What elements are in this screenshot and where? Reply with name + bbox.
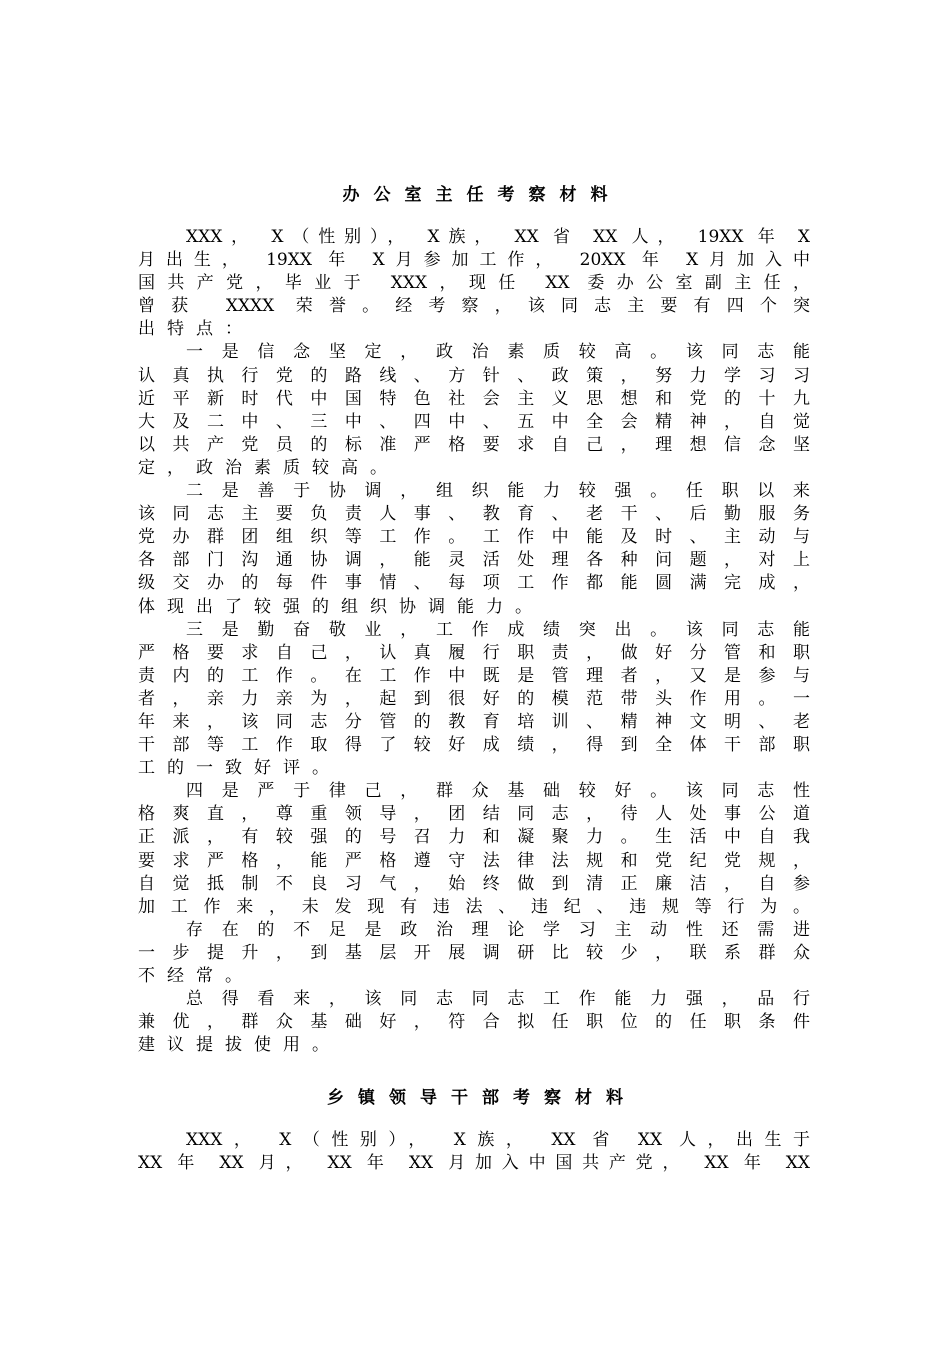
text-line: 建议提拔使用。 [138,1035,341,1056]
text-line: 三是勤奋敬业，工作成绩突出。该同志能 [186,619,810,640]
text-line: 正派，有较强的号召力和凝聚力。生活中自我 [138,827,810,848]
section-body-office-director [138,226,810,1057]
text-line: 定，政治素质较高。 [138,457,399,478]
text-line: 严格要求自己，认真履行职责，做好分管和职 [138,642,810,663]
text-line: 出特点： [138,319,254,340]
text-line: 年来，该同志分管的教育培训、精神文明、老 [138,711,810,732]
text-line: 存在的不足是政治理论学习主动性还需进 [186,919,810,940]
section-title-township-leader: 乡镇领导干部考察材料 [327,1088,637,1108]
text-line: XX 年 XX 月， XX 年 XX 月加入中国共产党， XX 年 XX [138,1153,810,1174]
text-line: 大及二中、三中、四中、五中全会精神，自觉 [138,411,810,432]
text-line: 一步提升，到基层开展调研比较少，联系群众 [138,942,810,963]
text-line: 自觉抵制不良习气，始终做到清正廉洁，自参 [138,873,810,894]
section-body-township-leader [138,1129,810,1175]
text-line: 加工作来，未发现有违法、违纪、违规等行为。 [138,896,810,917]
text-line: 四是严于律己，群众基础较好。该同志性 [186,781,810,802]
text-line: 不经常。 [138,966,254,986]
text-line: 干部等工作取得了较好成绩，得到全体干部职 [138,735,810,756]
text-line: 各部门沟通协调，能灵活处理各种问题，对上 [138,550,810,571]
text-line: 党办群团组织等工作。工作中能及时、主动与 [138,527,810,548]
text-line: 级交办的每件事情、每项工作都能圆满完成， [138,573,810,594]
text-line: 月出生， 19XX 年 X月参加工作， 20XX 年 X月加入中 [138,250,810,271]
text-line: 近平新时代中国特色社会主义思想和党的十九 [138,388,810,409]
text-line: 该同志主要负责人事、教育、老干、后勤服务 [138,504,810,525]
text-line: 一是信念坚定，政治素质较高。该同志能 [186,342,810,363]
text-line: XXX， X（性别）， X族， XX 省 XX 人， 19XX 年 X [186,227,810,247]
text-line: 以共产党员的标准严格要求自己，理想信念坚 [138,434,810,455]
text-line: 体现出了较强的组织协调能力。 [138,596,544,617]
text-line: 格爽直，尊重领导，团结同志，待人处事公道 [138,804,810,825]
text-line: 总得看来，该同志同志工作能力强，品行 [186,989,810,1010]
text-line: XXX， X（性别）， X族， XX 省 XX 人，出生于 [186,1130,810,1150]
text-line: 二是善于协调，组织能力较强。任职以来 [186,481,810,502]
text-line: 曾获 XXXX 荣誉。经考察，该同志主要有四个突 [138,296,810,317]
text-line: 认真执行党的路线、方针、政策，努力学习习 [138,365,810,386]
text-line: 责内的工作。在工作中既是管理者，又是参与 [138,665,810,686]
section-title-office-director: 办公室主任考察材料 [342,185,622,205]
text-line: 兼优，群众基础好，符合拟任职位的任职条件 [138,1012,810,1033]
text-line: 要求严格，能严格遵守法律法规和党纪党规， [138,850,810,871]
text-line: 工的一致好评。 [138,758,341,779]
text-line: 国共产党，毕业于 XXX，现任 XX 委办公室副主任， [138,273,810,294]
text-line: 者，亲力亲为，起到很好的模范带头作用。一 [138,688,810,709]
